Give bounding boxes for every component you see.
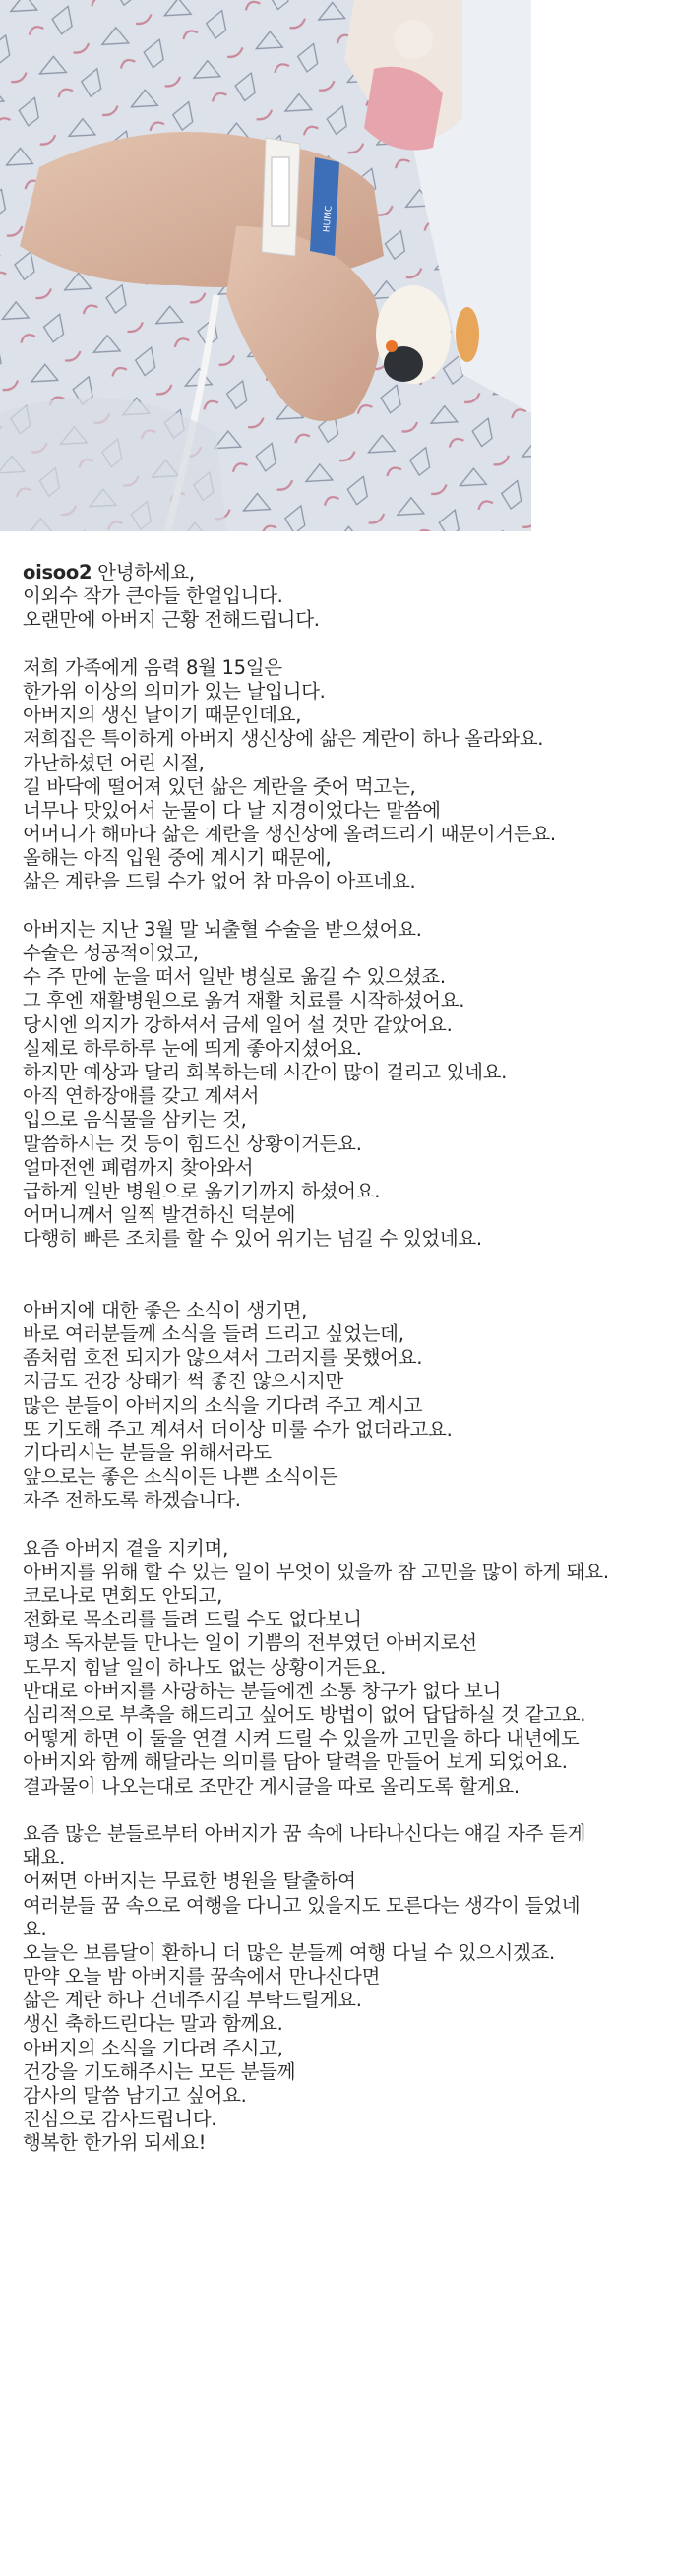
caption-line: 한가위 이상의 의미가 있는 날입니다. (23, 679, 326, 703)
caption-line (23, 894, 662, 918)
caption-line: 수술은 성공적이었고, (23, 942, 199, 964)
caption-line: 오늘은 보름달이 환하니 더 많은 분들께 여행 다닐 수 있으시겠죠. (23, 1940, 555, 1964)
caption-first-line: 안녕하세요, (97, 561, 195, 583)
caption-line (23, 1251, 662, 1274)
caption-line: 결과물이 나오는대로 조만간 게시글을 따로 올리도록 할게요. (23, 1774, 520, 1798)
caption-line (23, 1275, 662, 1299)
caption-line: 길 바닥에 떨어져 있던 삶은 계란을 줏어 먹고는, (23, 774, 416, 798)
caption-line: 어머니께서 일찍 발견하신 덕분에 (23, 1203, 296, 1227)
caption-header (23, 561, 662, 584)
caption-line: 어머니가 해마다 삶은 계란을 생신상에 올려드리기 때문이거든요. (23, 823, 556, 846)
caption-line: 삶은 계란 하나 건네주시길 부탁드릴게요. (23, 1989, 362, 2012)
caption-body (23, 584, 662, 2155)
caption-line: 바로 여러분들께 소식을 들려 드리고 싶었는데, (23, 1322, 404, 1345)
caption-line: 아버지의 생신 날이기 때문인데요, (23, 704, 302, 727)
caption-line: 많은 분들이 아버지의 소식을 기다려 주고 계시고 (23, 1393, 423, 1417)
caption-line: 자주 전하도록 하겠습니다. (23, 1489, 241, 1512)
caption-line: 요. (23, 1917, 47, 1940)
caption-line: 지금도 건강 상태가 썩 좋진 않으시지만 (23, 1370, 344, 1393)
caption-line: 또 기도해 주고 계셔서 더이상 미룰 수가 없더라고요. (23, 1417, 453, 1441)
caption-line: 실제로 하루하루 눈에 띄게 좋아지셨어요. (23, 1036, 362, 1060)
caption-line: 어떻게 하면 이 둘을 연결 시켜 드릴 수 있을까 고민을 하다 내년에도 (23, 1727, 580, 1750)
caption-line: 아버지를 위해 할 수 있는 일이 무엇이 있을까 참 고민을 많이 하게 돼요. (23, 1560, 609, 1583)
caption-line: 당시엔 의지가 강하셔서 금세 일어 설 것만 같았어요. (23, 1012, 453, 1036)
caption-line: 생신 축하드린다는 말과 함께요. (23, 2012, 283, 2036)
caption-line (23, 1513, 662, 1537)
caption-line: 반대로 아버지를 사랑하는 분들에겐 소통 창구가 없다 보니 (23, 1679, 502, 1702)
caption-line: 건강을 기도해주시는 모든 분들께 (23, 2059, 296, 2083)
caption-line: 아직 연하장애를 갖고 계셔서 (23, 1084, 260, 1108)
caption-line: 수 주 만에 눈을 떠서 일반 병실로 옮길 수 있으셨죠. (23, 965, 446, 989)
caption-line: 급하게 일반 병원으로 옮기기까지 하셨어요. (23, 1179, 381, 1202)
caption-line: 앞으로는 좋은 소식이든 나쁜 소식이든 (23, 1465, 338, 1489)
patient-hand-photo (0, 0, 531, 531)
svg-text:HUMC: HUMC (322, 205, 335, 233)
caption-line: 여러분들 꿈 속으로 여행을 다니고 있을지도 모른다는 생각이 들었네 (23, 1893, 581, 1917)
caption-line: 어쩌면 아버지는 무료한 병원을 탈출하여 (23, 1870, 356, 1893)
caption-line: 요즘 아버지 곁을 지키며, (23, 1536, 228, 1560)
caption-line: 도무지 힘날 일이 하나도 없는 상황이거든요. (23, 1655, 387, 1679)
username-link[interactable]: oisoo2 (23, 561, 92, 583)
caption-line: 이외수 작가 큰아들 한얼입니다. (23, 584, 283, 608)
caption-line: 기다리시는 분들을 위해서라도 (23, 1441, 272, 1464)
caption-line: 저희 가족에게 음력 8월 15일은 (23, 655, 282, 679)
caption-line: 감사의 말씀 남기고 싶어요. (23, 2084, 247, 2107)
caption-line: 심리적으로 부축을 해드리고 싶어도 방법이 없어 답답하실 것 같고요. (23, 1703, 586, 1726)
caption-line: 코로나로 면회도 안되고, (23, 1584, 223, 1608)
post-caption (23, 561, 662, 2156)
caption-line: 저희집은 특이하게 아버지 생신상에 삶은 계란이 하나 올라와요. (23, 727, 544, 751)
caption-line: 아버지에 대한 좋은 소식이 생기면, (23, 1298, 308, 1321)
caption-line: 평소 독자분들 만나는 일이 기쁨의 전부였던 아버지로선 (23, 1631, 477, 1655)
caption-line: 돼요. (23, 1846, 65, 1870)
caption-line: 그 후엔 재활병원으로 옮겨 재활 치료를 시작하셨어요. (23, 989, 465, 1012)
caption-line: 만약 오늘 밤 아버지를 꿈속에서 만나신다면 (23, 1965, 381, 1989)
caption-line: 삶은 계란을 드릴 수가 없어 참 마음이 아프네요. (23, 870, 416, 893)
caption-line: 얼마전엔 폐렴까지 찾아와서 (23, 1155, 254, 1179)
caption-line: 아버지의 소식을 기다려 주시고, (23, 2036, 283, 2059)
caption-line: 가난하셨던 어린 시절, (23, 751, 205, 774)
post-photo[interactable] (0, 0, 531, 531)
caption-line: 아버지와 함께 해달라는 의미를 담아 달력을 만들어 보게 되었어요. (23, 1750, 568, 1774)
caption-line: 요즘 많은 분들로부터 아버지가 꿈 속에 나타나신다는 얘길 자주 듣게 (23, 1821, 586, 1845)
caption-line: 올해는 아직 입원 중에 계시기 때문에, (23, 846, 332, 870)
caption-line: 행복한 한가위 되세요! (23, 2131, 207, 2155)
caption-line: 너무나 맛있어서 눈물이 다 날 지경이었다는 말씀에 (23, 798, 441, 822)
caption-line: 하지만 예상과 달리 회복하는데 시간이 많이 걸리고 있네요. (23, 1060, 508, 1083)
caption-line: 전화로 목소리를 들려 드릴 수도 없다보니 (23, 1608, 362, 1631)
caption-line: 아버지는 지난 3월 말 뇌출혈 수술을 받으셨어요. (23, 917, 422, 941)
caption-line: 오랜만에 아버지 근황 전해드립니다. (23, 608, 320, 632)
caption-line: 진심으로 감사드립니다. (23, 2108, 217, 2131)
caption-line: 입으로 음식물을 삼키는 것, (23, 1108, 247, 1132)
caption-line: 다행히 빠른 조치를 할 수 있어 위기는 넘길 수 있었네요. (23, 1227, 482, 1251)
caption-line: 말씀하시는 것 등이 힘드신 상황이거든요. (23, 1132, 362, 1155)
caption-line (23, 1799, 662, 1822)
caption-line (23, 633, 662, 656)
caption-line: 좀처럼 호전 되지가 않으셔서 그러지를 못했어요. (23, 1346, 423, 1370)
